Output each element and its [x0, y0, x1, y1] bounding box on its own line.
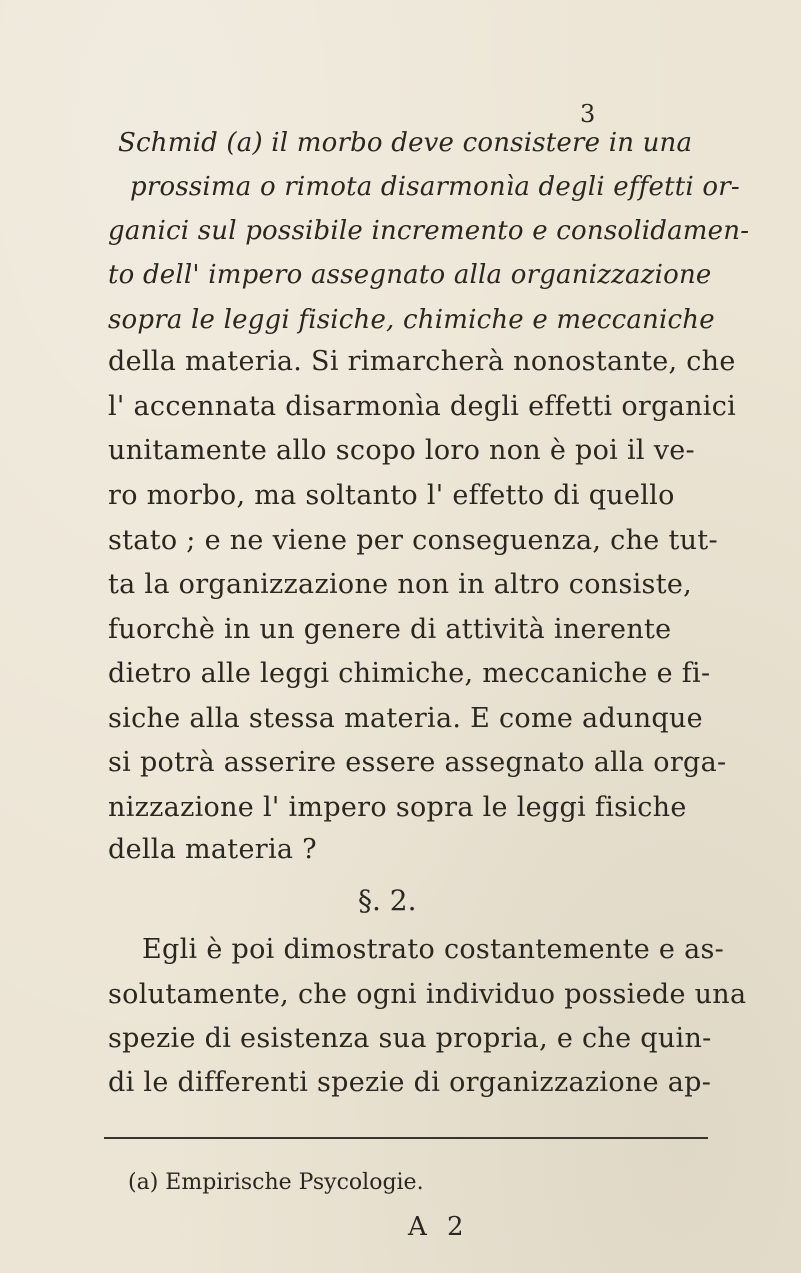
text-line-15: si potrà asserire essere assegnato alla orga- — [108, 747, 727, 778]
text-line-1: Schmid (a) il morbo deve consistere in una — [118, 128, 693, 158]
text-line-13: dietro alle leggi chimiche, meccaniche e fi- — [108, 658, 711, 689]
text-line-12: fuorchè in un genere di attività inerente — [108, 614, 672, 645]
text-line-14: siche alla stessa materia. E come adunque — [108, 703, 703, 734]
text-line-18: Egli è poi dimostrato costantemente e as- — [142, 934, 725, 965]
footnote: (a) Empirische Psycologie. — [128, 1170, 424, 1195]
text-line-9: ro morbo, ma soltanto l' effetto di quello — [108, 480, 675, 511]
text-line-17: della materia ? — [108, 834, 317, 865]
page-number: 3 — [580, 100, 596, 128]
text-line-3: ganici sul possibile incremento e consolidamen- — [108, 216, 750, 246]
text-line-6: della materia. Si rimarcherà nonostante, che — [108, 346, 736, 377]
text-line-4: to dell' impero assegnato alla organizzazione — [108, 260, 712, 290]
text-line-5: sopra le leggi fisiche, chimiche e meccaniche — [108, 305, 715, 335]
text-line-16: nizzazione l' impero sopra le leggi fisiche — [108, 792, 687, 823]
text-line-20: spezie di esistenza sua propria, e che quin- — [108, 1023, 712, 1054]
text-line-2: prossima o rimota disarmonìa degli effetti or- — [130, 172, 740, 202]
text-line-10: stato ; e ne viene per conseguenza, che tut- — [108, 525, 718, 556]
text-line-19: solutamente, che ogni individuo possiede una — [108, 979, 747, 1010]
text-line-21: di le differenti spezie di organizzazione ap- — [108, 1067, 712, 1098]
text-line-7: l' accennata disarmonìa degli effetti organici — [108, 391, 737, 422]
footnote-rule — [104, 1137, 708, 1139]
signature-mark: A 2 — [408, 1212, 470, 1242]
text-line-8: unitamente allo scopo loro non è poi il ve- — [108, 435, 695, 466]
section-heading: §. 2. — [358, 884, 417, 917]
text-line-11: ta la organizzazione non in altro consiste, — [108, 569, 692, 600]
